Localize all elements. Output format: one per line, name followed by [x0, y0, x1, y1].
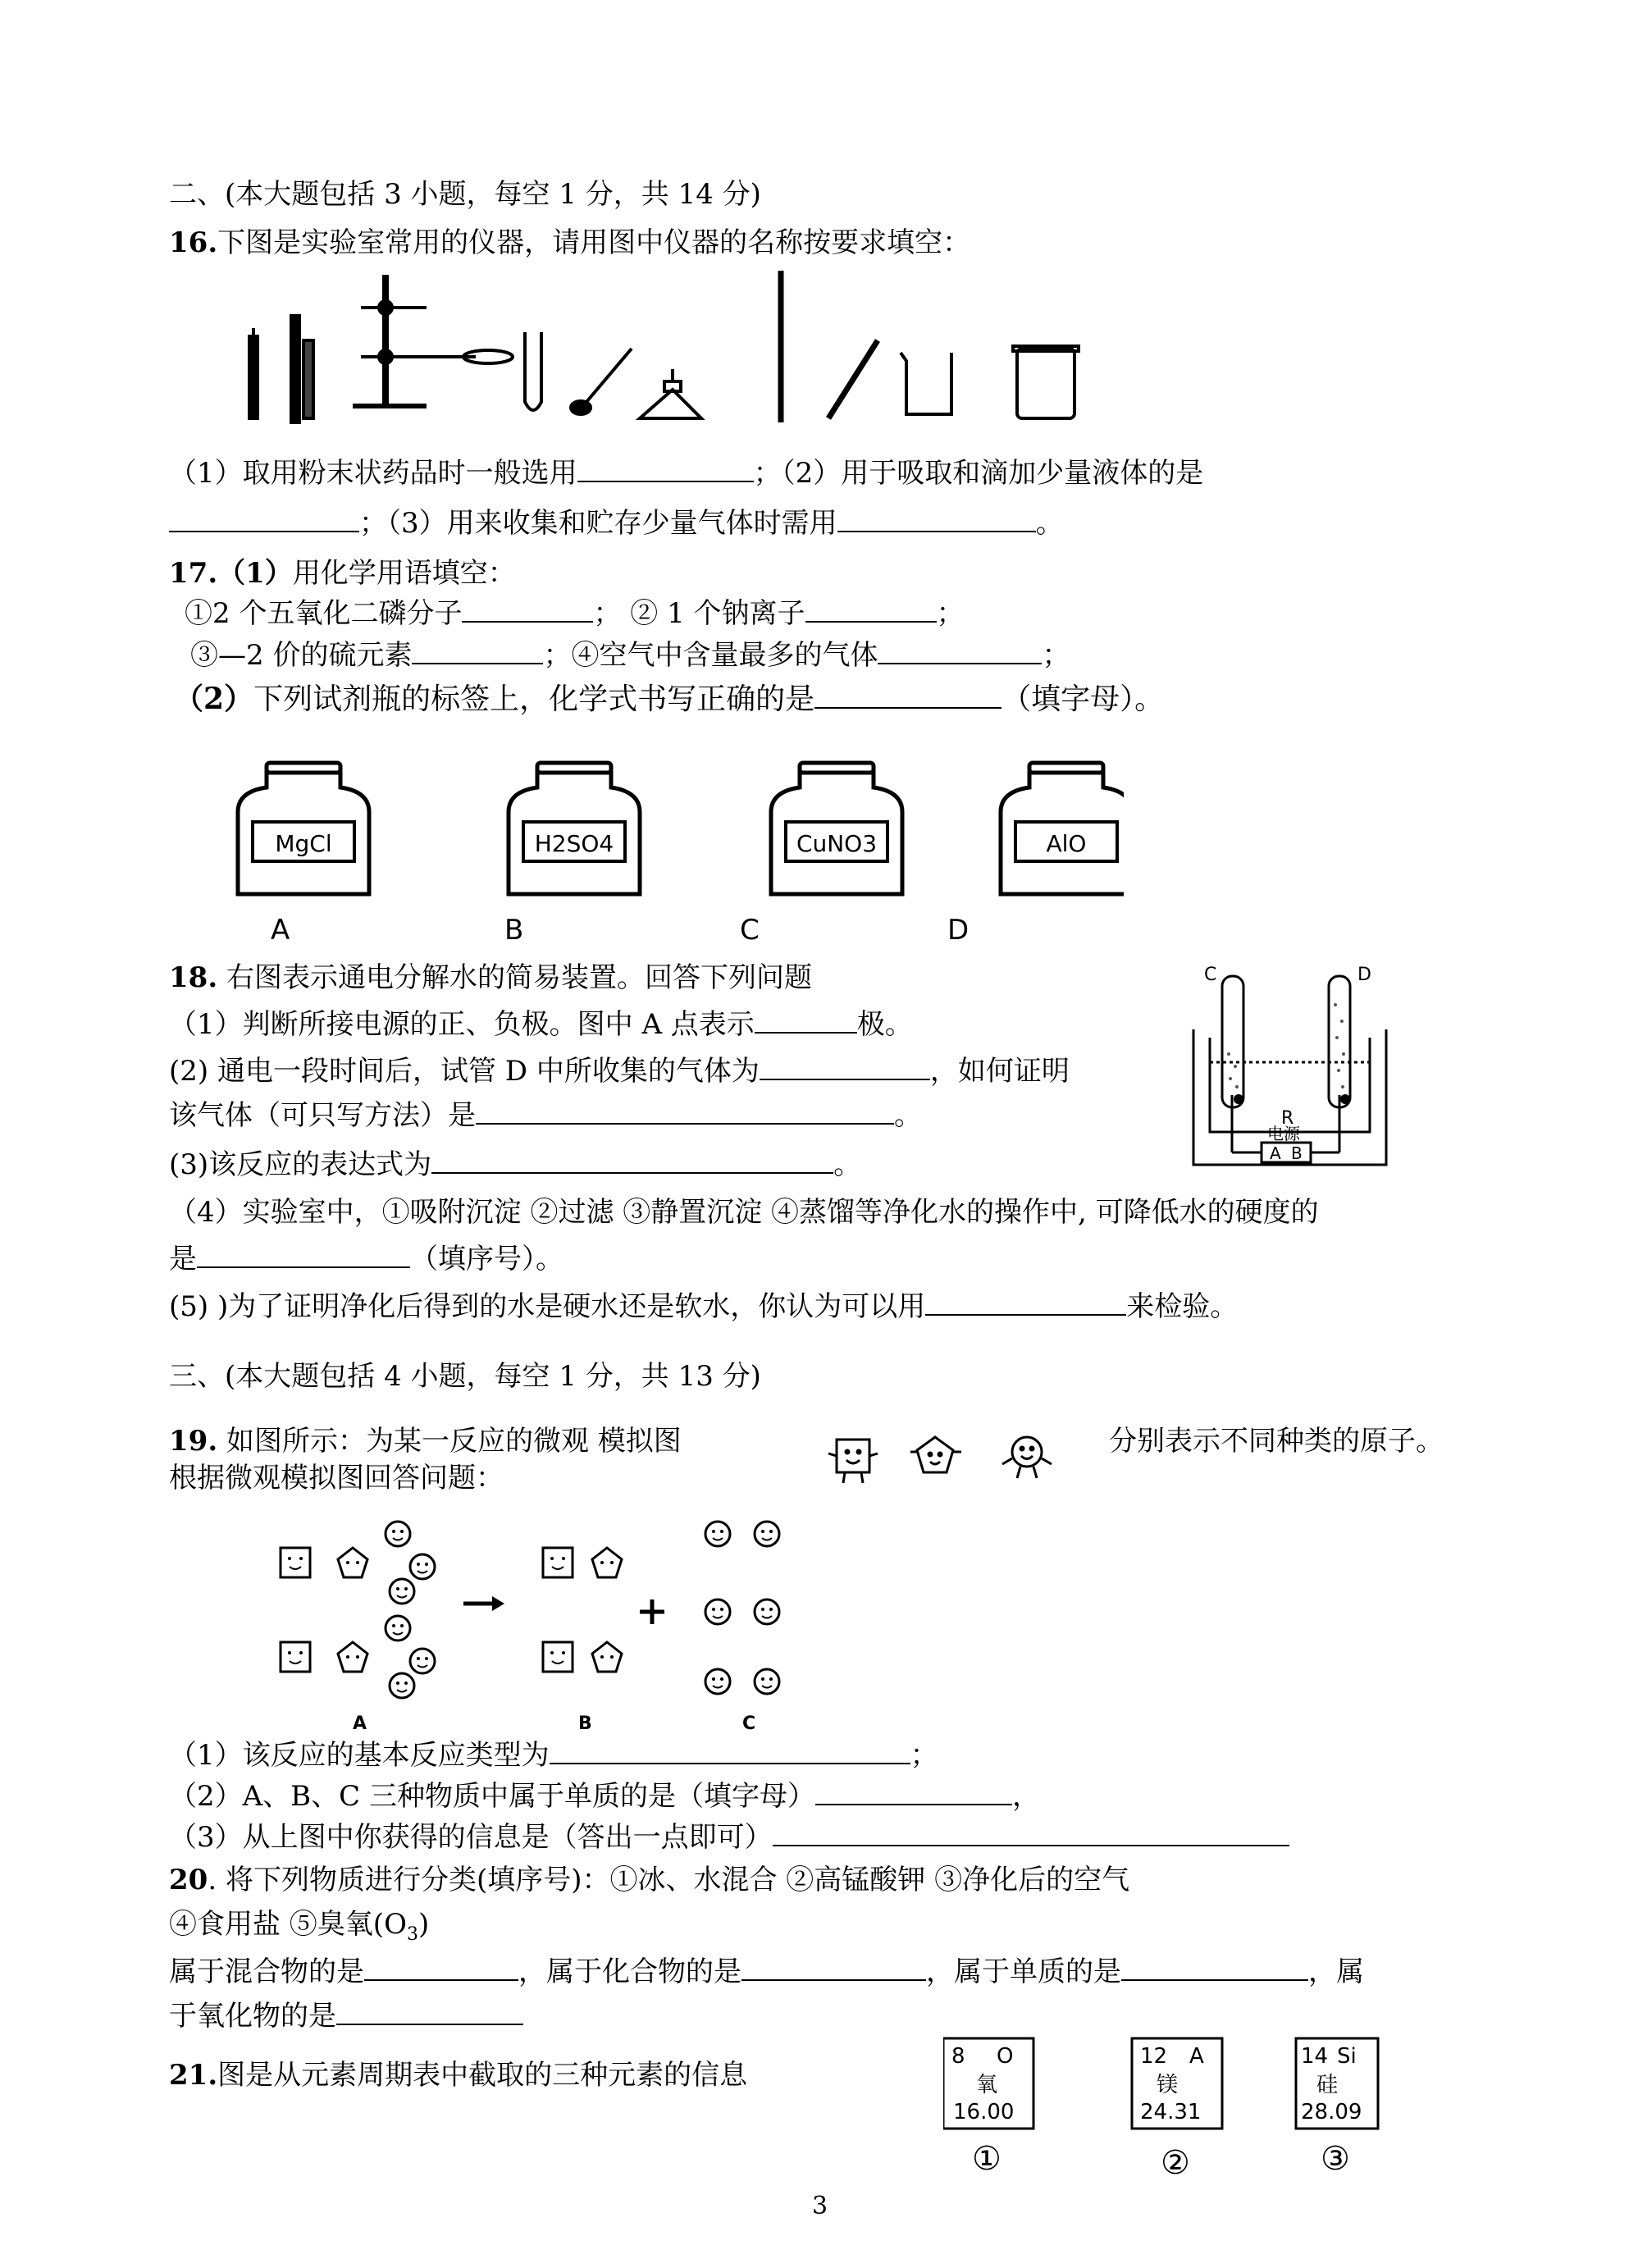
bottle-d-letter: D [947, 914, 970, 947]
q21-text: 图是从元素周期表中截取的三种元素的信息 [217, 2059, 748, 2092]
q16-text: 下图是实验室常用的仪器，请用图中仪器的名称按要求填空： [217, 226, 971, 259]
square-atom-icon [828, 1440, 878, 1483]
q19-line-1-end: 分别表示不同种类的原子。 [1109, 1425, 1444, 1458]
bottle-b [509, 763, 640, 894]
q18-text: 右图表示通电分解水的简易装置。回答下列问题 [217, 961, 812, 994]
q19-s3-text: （3）从上图中你获得的信息是（答出一点即可） [169, 1821, 773, 1854]
bottle-b-label: H2SO4 [534, 830, 614, 857]
magnesium-symbol: A [1189, 2044, 1204, 2069]
q17-sep-2: ； [1042, 639, 1070, 672]
q18-s2-mid: ，如何证明 [929, 1055, 1070, 1088]
q19-s1 [169, 1737, 938, 1773]
q18-blank-2[interactable] [760, 1054, 930, 1080]
q20-blank-2[interactable] [741, 1955, 926, 1981]
periodic-table-cells-figure [943, 2030, 1403, 2186]
label-a: A [353, 1714, 367, 1734]
q19-s1-text: （1）该反应的基本反应类型为 [169, 1739, 550, 1772]
silicon-mass: 28.09 [1301, 2100, 1362, 2124]
q17-blank-5[interactable] [814, 682, 1002, 709]
bottle-c-label: CuNO3 [796, 830, 878, 857]
q18-s1-end: 极。 [856, 1008, 913, 1041]
q17-blank-2[interactable] [805, 596, 937, 623]
q20-line-3 [169, 1954, 1364, 1990]
molecules-b [543, 1548, 622, 1672]
bottle-d-label: AlO [1046, 830, 1087, 857]
q17-item-4: ；④空气中含量最多的气体 [543, 639, 878, 672]
medicine-spoon-icon [571, 349, 632, 414]
oxygen-symbol: O [997, 2044, 1014, 2069]
oxygen-index: ① [972, 2140, 1002, 2178]
q16-line-2 [169, 505, 1064, 541]
test-tube-clamp-icon [291, 316, 313, 422]
bottle-a-label: MgCl [275, 830, 332, 857]
q16-part3-text: ；（3）用来收集和贮存少量气体时需用 [359, 507, 837, 540]
q18-line-1 [169, 1006, 913, 1043]
q18-line-2 [169, 1053, 1070, 1089]
label-c: C [742, 1714, 756, 1734]
q17-item-2: ； ② 1 个钠离子 [593, 597, 805, 630]
q17-sep-1: ； [936, 597, 965, 630]
q20-compound-label: ，属于化合物的是 [518, 1955, 741, 1988]
q20-line-2 [169, 1906, 429, 1953]
q17-part2 [174, 681, 1164, 718]
q20-blank-1[interactable] [364, 1955, 518, 1981]
q18-s5-end: 来检验。 [1126, 1290, 1239, 1323]
test-tube-icon [525, 332, 541, 410]
q17-text: 用化学用语填空： [292, 557, 516, 590]
silicon-symbol: Si [1337, 2044, 1357, 2069]
q20-items: ④食用盐 ⑤臭氧(O [169, 1908, 407, 1941]
q20-subscript: 3 [406, 1923, 418, 1945]
bottle-a [238, 763, 369, 894]
q18-line-5: （4）实验室中，①吸附沉淀 ②过滤 ③静置沉淀 ④蒸馏等净化水的操作中, 可降低水的硬度的 [169, 1196, 1319, 1229]
q20-line-4 [169, 1998, 523, 2034]
q17-title [169, 555, 516, 591]
q19-number: 19. [169, 1425, 218, 1458]
q16-part2-text: ；（2）用于吸取和滴加少量液体的是 [753, 457, 1204, 490]
bottle-b-letter: B [504, 914, 524, 947]
q16-number: 16. [169, 226, 218, 259]
q18-s1-text: （1）判断所接电源的正、负极。图中 A 点表示 [169, 1008, 755, 1041]
q20-number: 20 [169, 1864, 208, 1896]
q20-line-1 [169, 1862, 1129, 1898]
q20-oxide-label: 于氧化物的是 [169, 2000, 336, 2033]
point-b-label: B [1291, 1143, 1303, 1163]
section-2-header: 二、(本大题包括 3 小题，每空 1 分，共 14 分) [169, 178, 761, 211]
q18-s4-end: （填序号）。 [410, 1243, 563, 1275]
tube-d-label: D [1357, 965, 1371, 985]
q17-item-1: ①2 个五氧化二磷分子 [185, 597, 463, 630]
q17-part2-text: 下列试剂瓶的标签上，化学式书写正确的是 [253, 682, 815, 716]
q20-intro: . 将下列物质进行分类(填序号)：①冰、水混合 ②高锰酸钾 ③净化后的空气 [208, 1864, 1130, 1896]
q18-line-6 [169, 1241, 563, 1277]
silicon-name: 硅 [1316, 2073, 1339, 2097]
oxygen-number: 8 [951, 2044, 965, 2069]
section-3-header: 三、(本大题包括 4 小题，每空 1 分，共 13 分) [169, 1360, 761, 1393]
q16-title [169, 225, 970, 261]
q21-title [169, 2057, 747, 2093]
oxygen-name: 氧 [976, 2073, 998, 2097]
gas-jar-icon [1013, 346, 1079, 418]
silicon-index: ③ [1321, 2140, 1350, 2178]
q19-s2-end: ， [1012, 1780, 1040, 1813]
q18-s2-text: (2) 通电一段时间后，试管 D 中所收集的气体为 [169, 1055, 760, 1088]
q19-line-2: 根据微观模拟图回答问题： [169, 1462, 504, 1495]
silicon-number: 14 [1301, 2044, 1329, 2069]
oxygen-mass: 16.00 [953, 2100, 1015, 2124]
bottle-c [771, 763, 902, 894]
reaction-microscopic-figure [262, 1509, 853, 1739]
q18-title [169, 960, 812, 996]
q16-period: 。 [1035, 507, 1064, 540]
q16-blank-2[interactable] [169, 506, 359, 532]
round-atom-icon [1002, 1437, 1052, 1478]
q16-blank-1[interactable] [577, 456, 754, 482]
q18-blank-1[interactable] [755, 1007, 857, 1034]
q19-s1-end: ； [910, 1739, 938, 1772]
q18-s5-text: (5) )为了证明净化后得到的水是硬水还是软水，你认为可以用 [169, 1290, 926, 1323]
q19-s2 [169, 1778, 1040, 1814]
pentagon-atom-icon [910, 1437, 961, 1472]
q20-items-end: ) [417, 1908, 430, 1941]
q17-part2-number: （2） [174, 682, 254, 716]
lab-instruments-figure [230, 267, 1181, 431]
magnesium-name: 镁 [1157, 2073, 1179, 2097]
molecules-a [281, 1522, 435, 1698]
magnesium-index: ② [1161, 2144, 1190, 2182]
q18-blank-3[interactable] [476, 1098, 894, 1125]
q18-line-4 [169, 1147, 861, 1183]
q19-intro: 如图所示：为某一反应的微观 模拟图 [217, 1425, 682, 1458]
point-a-label: A [1270, 1143, 1281, 1163]
reagent-bottles-figure [221, 755, 1124, 960]
q18-s2-end: 。 [894, 1099, 922, 1132]
q18-s3-text: (3)该反应的表达式为 [169, 1148, 432, 1181]
bottle-d [1001, 763, 1124, 894]
molecules-c [705, 1522, 779, 1694]
magnesium-number: 12 [1140, 2044, 1168, 2069]
q17-blank-4[interactable] [878, 638, 1042, 664]
q18-blank-4[interactable] [431, 1148, 833, 1174]
tube-c-label: C [1204, 965, 1217, 985]
q19-s2-text: （2）A、B、C 三种物质中属于单质的是（填字母） [169, 1780, 815, 1813]
q20-oxide-start: ，属 [1308, 1955, 1364, 1988]
q18-line-7 [169, 1289, 1238, 1325]
resistor-label: R [1281, 1108, 1294, 1129]
q17-part2-end: （填字母）。 [1002, 682, 1165, 716]
q19-line-1 [169, 1423, 682, 1459]
q16-blank-3[interactable] [837, 506, 1036, 532]
q17-blank-3[interactable] [412, 638, 543, 664]
atom-legend-figure [820, 1427, 1091, 1493]
q18-s2-cont: 该气体（可只写方法）是 [169, 1099, 476, 1132]
q18-number: 18. [169, 961, 218, 994]
electrolysis-apparatus-figure [1189, 956, 1403, 1177]
plus-icon [640, 1599, 664, 1624]
q18-blank-5[interactable] [197, 1242, 410, 1268]
q19-s3 [169, 1819, 1289, 1855]
q18-s4-cont: 是 [169, 1243, 197, 1275]
q19-blank-1[interactable] [550, 1738, 910, 1764]
power-source-label: 电源 [1267, 1124, 1300, 1143]
arrow-icon [463, 1596, 504, 1611]
iron-stand-icon [353, 275, 513, 406]
pipette-icon [828, 340, 878, 418]
q16-part1-text: （1）取用粉末状药品时一般选用 [169, 457, 577, 490]
q19-blank-3[interactable] [773, 1820, 1289, 1846]
q17-number: 17.（1） [169, 557, 293, 590]
page-number: 3 [812, 2192, 828, 2220]
q17-line-2 [190, 637, 1070, 673]
q21-number: 21. [169, 2059, 218, 2092]
bottle-c-letter: C [740, 914, 760, 947]
magnesium-mass: 24.31 [1140, 2100, 1202, 2124]
label-b: B [578, 1714, 592, 1734]
q17-blank-1[interactable] [462, 596, 593, 623]
q16-line-1 [169, 455, 1203, 491]
q17-item-3: ③—2 价的硫元素 [190, 639, 413, 672]
q17-line-1 [185, 596, 965, 632]
bottle-a-letter: A [271, 914, 290, 947]
q19-blank-2[interactable] [815, 1779, 1012, 1805]
q20-mixture-label: 属于混合物的是 [169, 1955, 364, 1988]
q18-s3-end: 。 [833, 1148, 862, 1181]
alcohol-lamp-icon [640, 369, 701, 418]
q18-blank-6[interactable] [925, 1289, 1126, 1316]
q20-blank-3[interactable] [1121, 1955, 1308, 1981]
beaker-icon [901, 353, 951, 414]
q18-line-3 [169, 1097, 922, 1134]
q20-element-label: ，属于单质的是 [926, 1955, 1121, 1988]
q20-blank-4[interactable] [336, 1999, 523, 2025]
dropper-icon [249, 328, 258, 418]
